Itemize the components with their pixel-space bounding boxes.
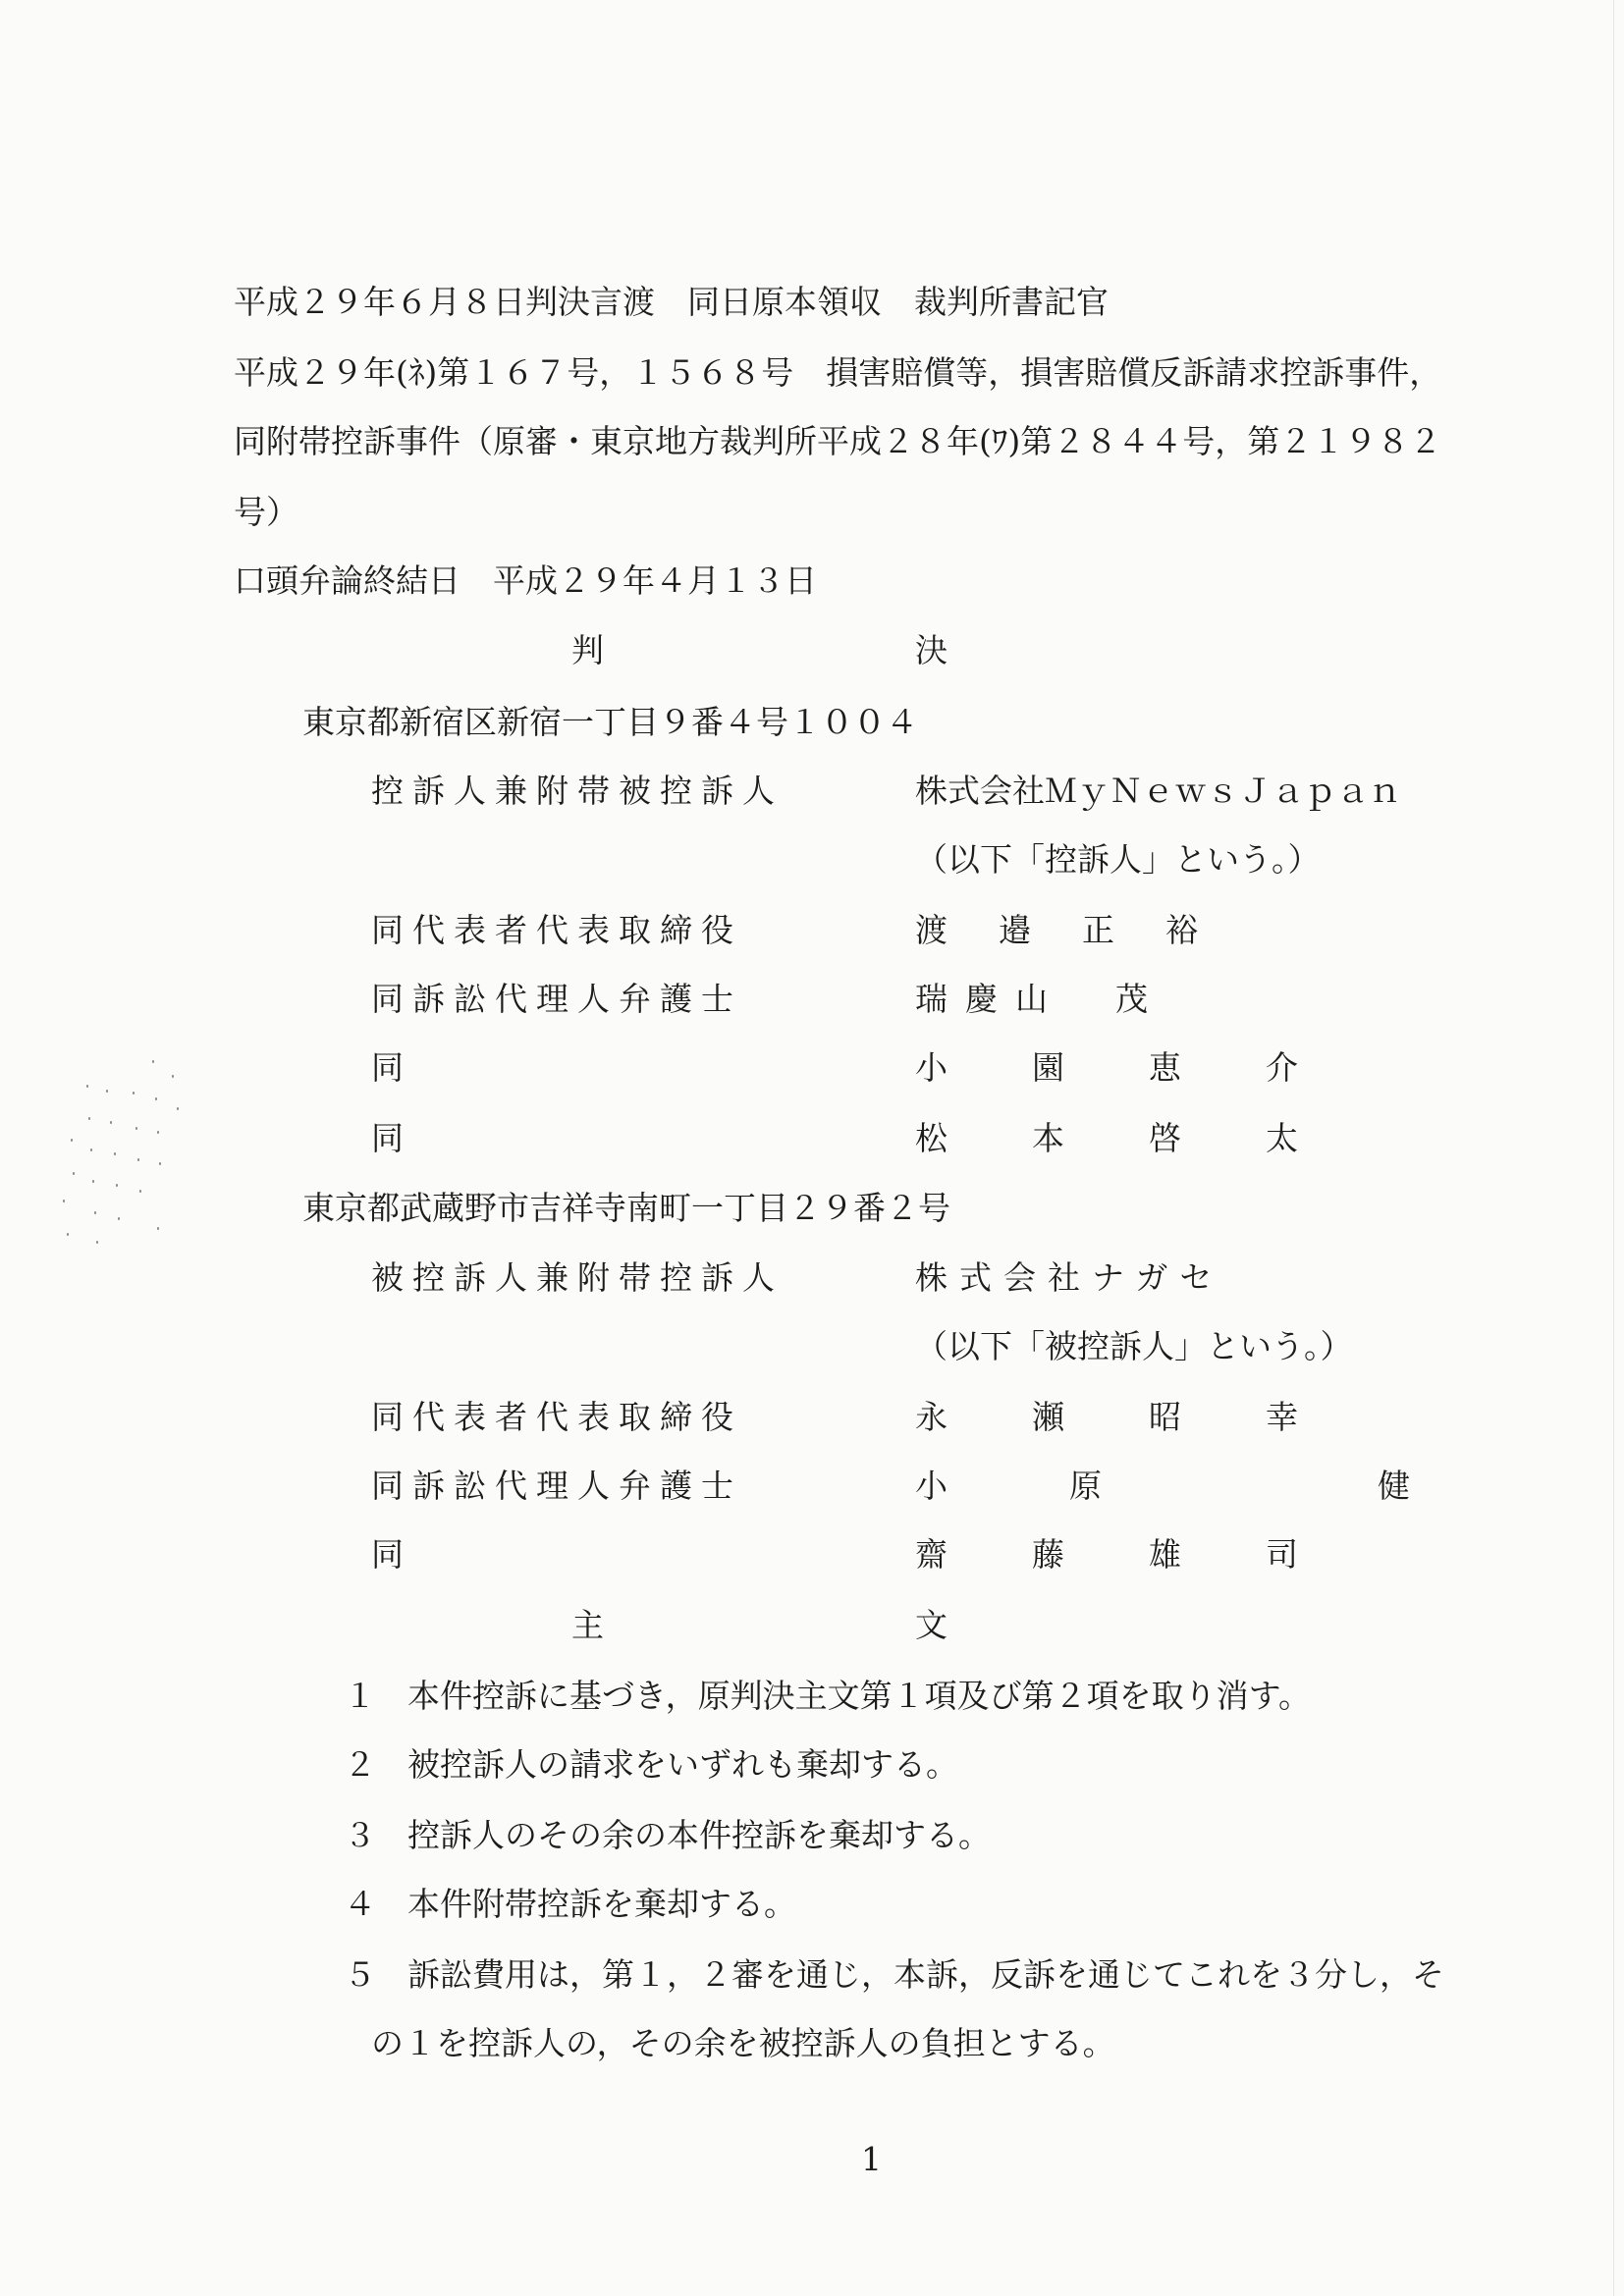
page-number: 1 [861,2140,882,2178]
main-item-5-num: ５ [344,1955,376,1994]
party2-role: 被控訴人兼附帯控訴人 [371,1258,784,1297]
party1-counsel3-name: 松本啓太 [915,1119,1382,1157]
party2-address: 東京都武蔵野市吉祥寺南町一丁目２９番２号 [302,1189,950,1227]
main-item-3-num: ３ [344,1816,376,1854]
party2-counsel2-name: 齋藤雄司 [915,1535,1382,1574]
header-line-1: 平成２９年６月８日判決言渡 同日原本領収 裁判所書記官 [234,283,1109,321]
party1-address: 東京都新宿区新宿一丁目９番４号１００４ [302,703,918,741]
header-line-5: 口頭弁論終結日 平成２９年４月１３日 [234,561,817,600]
party1-counsel-role: 同訴訟代理人弁護士 [371,980,742,1018]
party1-counsel2-role: 同 [371,1048,404,1087]
party1-counsel-name: 瑞慶山 茂 [915,980,1165,1018]
main-item-4-text: 本件附帯控訴を棄却する。 [407,1885,796,1923]
main-text-heading-left: 主 [571,1606,604,1644]
party2-counsel-name: 小原 健 [915,1467,1532,1505]
page-edge [1613,0,1614,2296]
header-line-2: 平成２９年(ﾈ)第１６７号，１５６８号 損害賠償等，損害賠償反訴請求控訴事件， [234,353,1442,392]
main-item-3-text: 控訴人のその余の本件控訴を棄却する。 [407,1816,991,1854]
party2-counsel2-role: 同 [371,1535,404,1574]
header-line-3: 同附帯控訴事件（原審・東京地方裁判所平成２８年(ﾜ)第２８４４号，第２１９８２ [234,422,1442,460]
party2-rep-role: 同代表者代表取締役 [371,1398,742,1436]
party1-counsel2-name: 小園恵介 [915,1048,1382,1087]
main-item-1-num: １ [344,1677,376,1715]
party1-role: 控訴人兼附帯被控訴人 [371,772,784,810]
header-line-4: 号） [234,493,298,531]
main-text-heading-right: 文 [915,1606,947,1644]
party2-name: 株式会社ナガセ [915,1258,1224,1297]
party1-rep-name: 渡邉正裕 [915,911,1249,949]
main-item-1-text: 本件控訴に基づき，原判決主文第１項及び第２項を取り消す。 [407,1677,1312,1715]
main-item-5-continuation: の１を控訴人の，その余を被控訴人の負担とする。 [371,2024,1115,2062]
main-item-2-text: 被控訴人の請求をいずれも棄却する。 [407,1745,958,1784]
party1-counsel3-role: 同 [371,1119,404,1157]
party2-alias: （以下「被控訴人」という。） [915,1327,1353,1365]
main-item-2-num: ２ [344,1745,376,1784]
party1-name: 株式会社ＭｙＮｅｗｓＪａｐａｎ [915,772,1401,810]
party2-counsel-role: 同訴訟代理人弁護士 [371,1467,742,1505]
party2-rep-name: 永瀬昭幸 [915,1398,1382,1436]
judgment-heading-right: 決 [915,631,947,669]
party1-alias: （以下「控訴人」という。） [915,840,1321,879]
main-item-5-text: 訴訟費用は，第１，２審を通じ，本訴，反訴を通じてこれを３分し，そ [407,1955,1444,1994]
judgment-heading-left: 判 [571,631,604,669]
main-item-4-num: ４ [344,1885,376,1923]
party1-rep-role: 同代表者代表取締役 [371,911,742,949]
